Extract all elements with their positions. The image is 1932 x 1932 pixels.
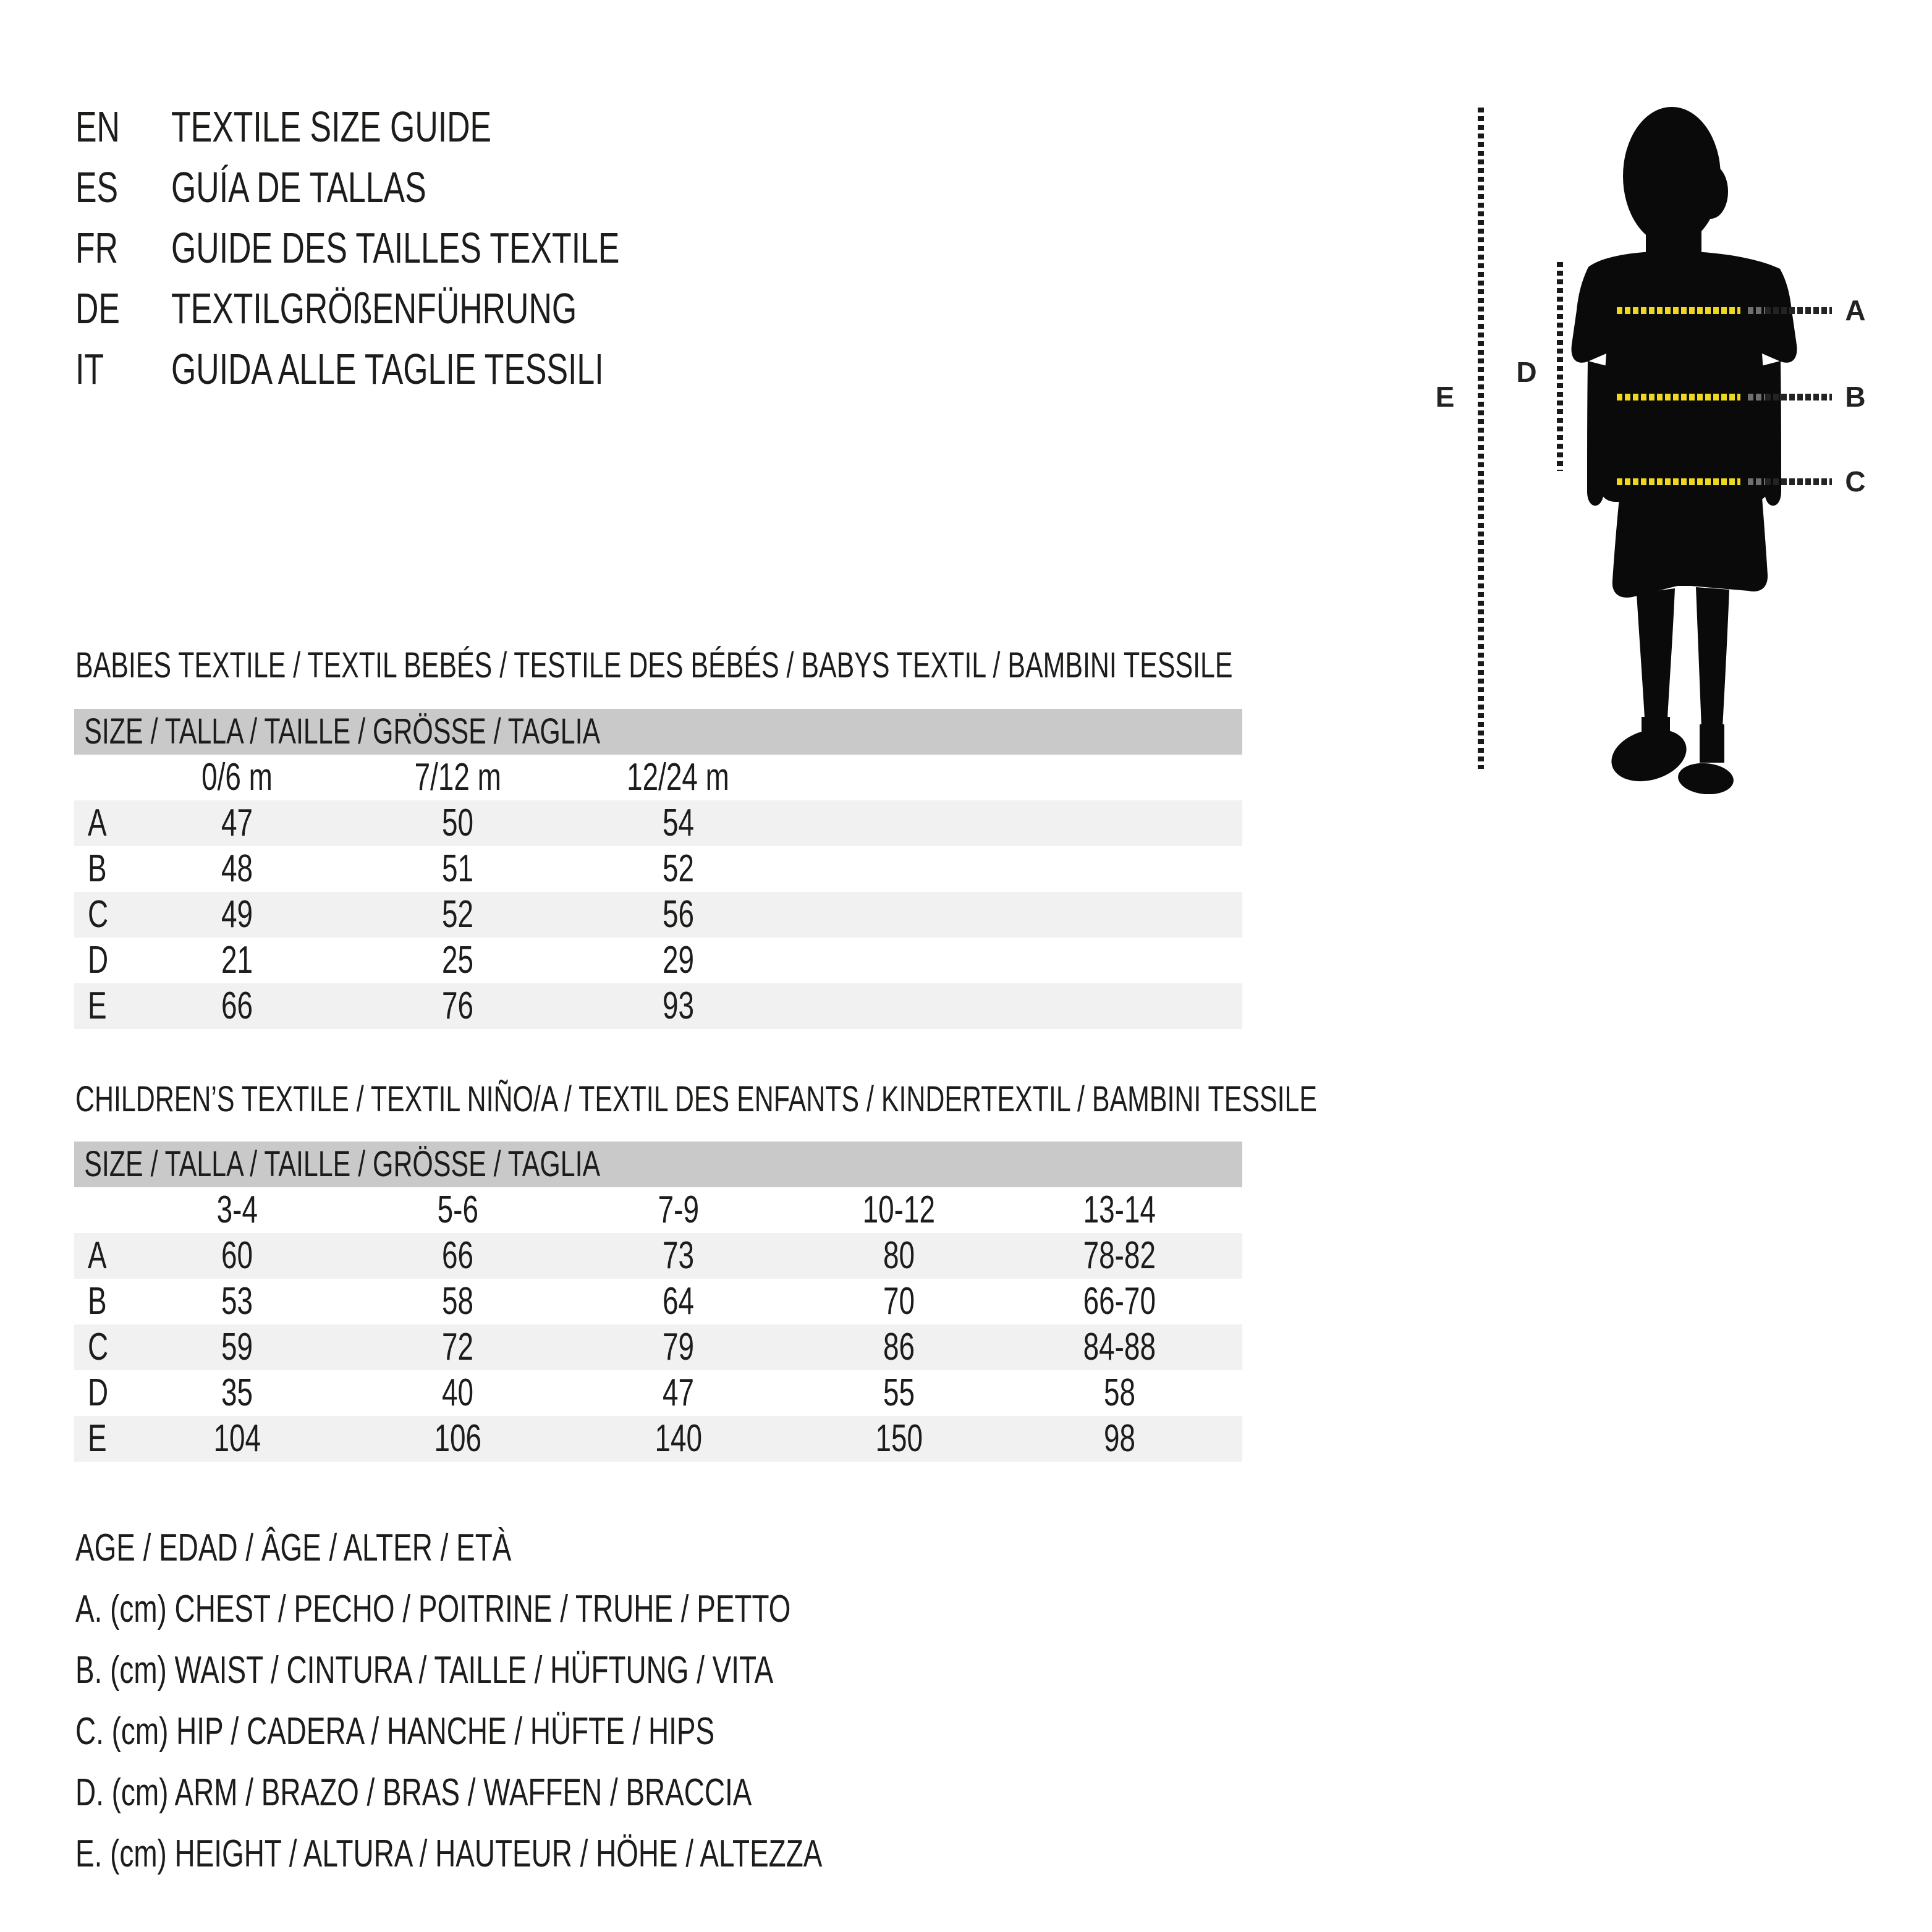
row-label: B — [88, 847, 107, 890]
row-label: C — [88, 1326, 109, 1368]
legend-age-line: AGE / EDAD / ÂGE / ALTER / ETÀ — [75, 1527, 512, 1569]
babies-section-title: BABIES TEXTILE / TEXTIL BEBÉS / TESTILE DES BÉBÉS / BABYS TEXTIL / BAMBINI TESSILE — [75, 645, 1233, 685]
row-label: E — [88, 1417, 107, 1460]
hip-label: C — [1845, 465, 1866, 498]
table-cell: 51 — [441, 847, 474, 890]
language-code: ES — [75, 163, 119, 211]
table-cell: 21 — [221, 939, 253, 981]
chest-measure-line — [1617, 307, 1832, 314]
language-code: FR — [75, 224, 119, 272]
table-cell: 150 — [875, 1417, 923, 1460]
table-cell: 29 — [662, 939, 695, 981]
hip-measure-line — [1617, 478, 1832, 485]
table-cell: 49 — [221, 893, 253, 936]
column-header: 0/6 m — [201, 756, 273, 799]
table-cell: 72 — [441, 1326, 474, 1368]
table-cell: 47 — [662, 1371, 695, 1414]
table-row — [74, 938, 1242, 983]
table-row — [74, 846, 1242, 892]
waist-label: B — [1845, 381, 1866, 413]
column-header: 12/24 m — [627, 756, 730, 799]
table-cell: 50 — [441, 802, 474, 844]
arm-measure-line — [1557, 262, 1563, 471]
table-row — [74, 1370, 1242, 1416]
table-cell: 98 — [1103, 1417, 1136, 1460]
row-label: A — [88, 1234, 107, 1277]
language-code: EN — [75, 103, 120, 151]
table-row — [74, 800, 1242, 846]
table-cell: 76 — [441, 985, 474, 1027]
language-title-list — [75, 96, 777, 399]
table-cell: 106 — [434, 1417, 481, 1460]
table-cell: 66 — [441, 1234, 474, 1277]
table-cell: 54 — [662, 802, 695, 844]
column-header: 3-4 — [216, 1188, 258, 1231]
table-row — [74, 983, 1242, 1029]
language-row-fr — [75, 218, 777, 278]
column-header: 13-14 — [1083, 1188, 1156, 1231]
table-cell: 64 — [662, 1280, 695, 1323]
table-cell: 70 — [883, 1280, 915, 1323]
table-row — [74, 1416, 1242, 1462]
table-cell: 53 — [221, 1280, 253, 1323]
child-silhouette — [1570, 99, 1799, 794]
legend-chest-line: A. (cm) CHEST / PECHO / POITRINE / TRUHE / PETTO — [75, 1588, 791, 1630]
guide-title-fr: GUIDE DES TAILLES TEXTILE — [171, 224, 620, 272]
measurement-legend — [75, 1517, 1085, 1884]
chest-tape-icon — [1617, 307, 1740, 314]
table-cell: 35 — [221, 1371, 253, 1414]
column-header: 5-6 — [437, 1188, 478, 1231]
children-section-title: CHILDREN’S TEXTILE / TEXTIL NIÑO/A / TEXTIL DES ENFANTS / KINDERTEXTIL / BAMBINI TESSILE — [75, 1079, 1318, 1119]
table-row — [74, 1324, 1242, 1370]
babies-size-header-bar: SIZE / TALLA / TAILLE / GRÖSSE / TAGLIA — [74, 709, 1242, 755]
table-cell: 40 — [441, 1371, 474, 1414]
table-cell: 104 — [213, 1417, 261, 1460]
guide-title-es: GUÍA DE TALLAS — [171, 163, 426, 211]
table-cell: 55 — [883, 1371, 915, 1414]
table-cell: 25 — [441, 939, 474, 981]
language-row-es — [75, 157, 777, 218]
language-row-en — [75, 96, 777, 157]
table-cell: 140 — [655, 1417, 702, 1460]
table-cell: 58 — [441, 1280, 474, 1323]
hip-tape-icon — [1617, 478, 1740, 485]
guide-title-en: TEXTILE SIZE GUIDE — [171, 103, 492, 151]
language-code: IT — [75, 345, 104, 393]
waist-tape-icon — [1617, 394, 1740, 400]
children-column-header-row — [74, 1187, 1242, 1233]
legend-hip-line: C. (cm) HIP / CADERA / HANCHE / HÜFTE / HIPS — [75, 1710, 715, 1753]
table-cell: 66-70 — [1083, 1280, 1156, 1323]
table-cell: 79 — [662, 1326, 695, 1368]
language-row-de — [75, 278, 777, 339]
chest-label: A — [1845, 294, 1866, 326]
column-header: 10-12 — [862, 1188, 936, 1231]
row-label: D — [88, 1371, 109, 1414]
row-label: C — [88, 893, 109, 936]
table-cell: 86 — [883, 1326, 915, 1368]
table-cell: 59 — [221, 1326, 253, 1368]
table-row — [74, 892, 1242, 938]
table-cell: 47 — [221, 802, 253, 844]
table-cell: 73 — [662, 1234, 695, 1277]
language-row-it — [75, 339, 777, 399]
table-cell: 66 — [221, 985, 253, 1027]
table-cell: 78-82 — [1083, 1234, 1156, 1277]
legend-arm-line: D. (cm) ARM / BRAZO / BRAS / WAFFEN / BRACCIA — [75, 1771, 752, 1814]
table-cell: 60 — [221, 1234, 253, 1277]
table-cell: 48 — [221, 847, 253, 890]
table-cell: 93 — [662, 985, 695, 1027]
row-label: B — [88, 1280, 107, 1323]
row-label: E — [88, 985, 107, 1027]
waist-measure-line — [1617, 394, 1832, 400]
arm-label: D — [1516, 356, 1537, 388]
column-header: 7-9 — [658, 1188, 699, 1231]
babies-column-header-row — [74, 755, 1242, 800]
language-code: DE — [75, 284, 120, 333]
table-cell: 52 — [662, 847, 695, 890]
table-cell: 58 — [1103, 1371, 1136, 1414]
table-cell: 84-88 — [1083, 1326, 1156, 1368]
legend-height-line: E. (cm) HEIGHT / ALTURA / HAUTEUR / HÖHE / ALTEZZA — [75, 1832, 823, 1875]
legend-waist-line: B. (cm) WAIST / CINTURA / TAILLE / HÜFTUNG / VITA — [75, 1649, 774, 1692]
children-size-header-bar: SIZE / TALLA / TAILLE / GRÖSSE / TAGLIA — [74, 1142, 1242, 1187]
guide-title-it: GUIDA ALLE TAGLIE TESSILI — [171, 345, 604, 393]
guide-title-de: TEXTILGRÖßENFÜHRUNG — [171, 284, 577, 333]
row-label: A — [88, 802, 107, 844]
table-cell: 52 — [441, 893, 474, 936]
column-header: 7/12 m — [414, 756, 501, 799]
table-row — [74, 1233, 1242, 1279]
table-cell: 80 — [883, 1234, 915, 1277]
row-label: D — [88, 939, 109, 981]
height-label: E — [1435, 381, 1455, 413]
table-cell: 56 — [662, 893, 695, 936]
table-row — [74, 1279, 1242, 1324]
